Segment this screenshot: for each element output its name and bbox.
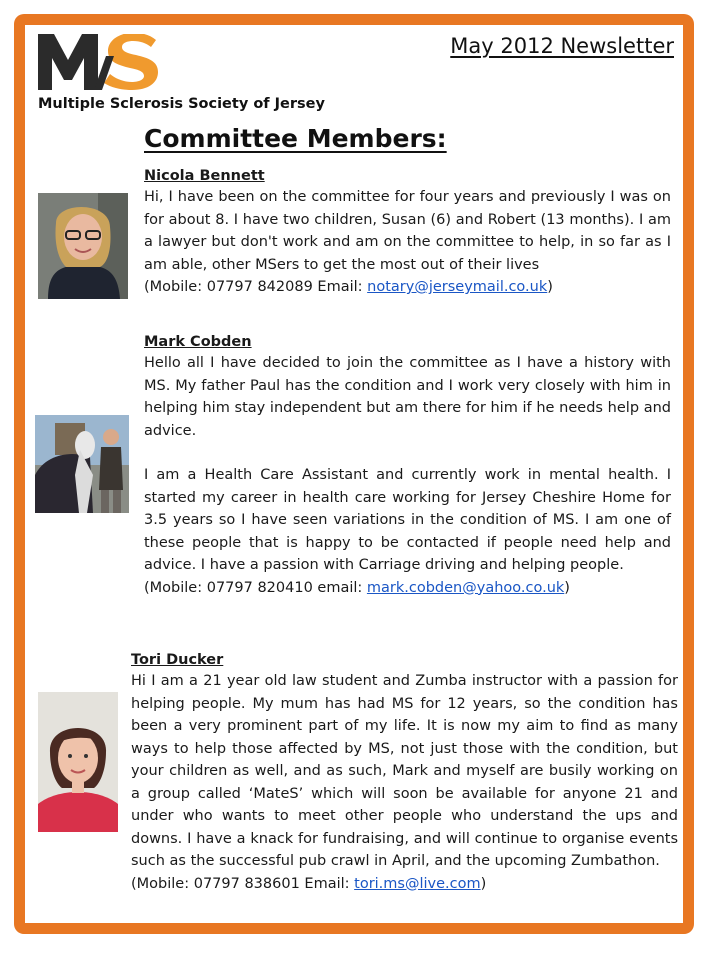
member-bio: Hi I am a 21 year old law student and Zumba instructor with a passion for helping people. My mum has had MS for 12 years, so the condition has been a very prominent part of my life. It is now my aim to find as many ways to help those affected by MS, not just those with the condition, but your children as well, and as such, Mark and myself are busily working on a group called ‘MateS’ which will soon be available for anyone 21 and under who wants to meet other people who understand the ups and downs. I have a knack for fundraising, and will continue to organise events such as the successful pub crawl in April, and the upcoming Zumbathon. [131, 673, 678, 869]
newsletter-title: May 2012 Newsletter [450, 34, 674, 58]
member-bio: Hi, I have been on the committee for four years and previously I was on for about 8. I have two children, Susan (6) and Robert (13 months). I am a lawyer but don't work and am on the committee to help, in so far as I am able, other MSers to get the most out of their lives [144, 189, 671, 273]
member-contact [131, 873, 678, 896]
member-bio-continued: I am a Health Care Assistant and currently work in mental health. I started my career in health care working for Jersey Cheshire Home for 3.5 years so I have seen variations in the condition of MS. I am one of these people that is happy to be contacted if people need help and advice. I have a passion with Carriage driving and helping people. [144, 467, 671, 573]
section-heading: Committee Members: [144, 124, 447, 153]
member-photo-mark [35, 415, 129, 513]
member-photo-tori [38, 692, 118, 832]
member-name: Mark Cobden [144, 334, 252, 350]
member-name: Nicola Bennett [144, 168, 265, 184]
email-link[interactable]: mark.cobden@yahoo.co.uk [366, 579, 565, 596]
contact-prefix: (Mobile: 07797 820410 email: [144, 579, 367, 596]
member-nicola-bennett [144, 168, 671, 299]
email-link[interactable]: notary@jerseymail.co.uk [367, 279, 548, 295]
member-contact [144, 276, 671, 299]
org-name: Multiple Sclerosis Society of Jersey [38, 96, 325, 112]
contact-suffix: ) [564, 579, 570, 596]
ms-logo [38, 34, 160, 90]
contact-suffix: ) [480, 875, 487, 892]
member-photo-nicola [38, 193, 128, 299]
contact-prefix: (Mobile: 07797 838601 Email: [131, 875, 355, 892]
member-tori-ducker [131, 652, 678, 895]
member-mark-cobden [144, 334, 671, 599]
member-bio: Hello all I have decided to join the committee as I have a history with MS. My father Paul has the condition and I work very closely with him in helping him stay independent but am there for him if he needs help and advice. [144, 355, 671, 439]
member-contact [144, 577, 671, 600]
member-name: Tori Ducker [131, 652, 224, 668]
contact-suffix: ) [547, 279, 553, 295]
ms-logo-graphic [38, 34, 160, 90]
contact-prefix: (Mobile: 07797 842089 Email: [144, 279, 368, 295]
email-link[interactable]: tori.ms@live.com [354, 875, 481, 892]
